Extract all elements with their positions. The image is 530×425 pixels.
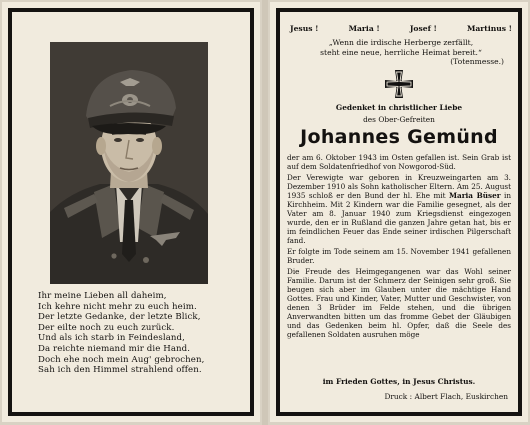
- left-page: [2, 2, 260, 422]
- quote-line: steht eine neue, herrliche Heimat bereit.“: [320, 47, 482, 57]
- portrait-image: [50, 42, 208, 284]
- invocation: Josef !: [409, 24, 437, 33]
- invocation: Martinus !: [466, 24, 512, 33]
- invocation: Maria !: [348, 24, 380, 33]
- remembrance-heading: Gedenket in christlicher Liebe: [335, 103, 463, 112]
- obituary-text: [287, 153, 511, 341]
- poem-line: Ich kehre nicht mehr zu euch heim.: [38, 301, 197, 312]
- funeral-mass-quote: [294, 38, 508, 67]
- obituary-paragraph: [287, 173, 511, 246]
- rank-line: des Ober-Gefreiten: [363, 115, 435, 124]
- obituary-paragraph: der am 6. Oktober 1943 im Osten gefallen ist. Sein Grab ist auf dem Soldatenfriedhof von Nowgorod-Süd.: [287, 153, 511, 172]
- obituary-paragraph: Er folgte im Tode seinem am 15. November 1941 gefallenen Bruder.: [287, 246, 511, 266]
- poem-line: Der eilte noch zu euch zurück.: [38, 322, 175, 333]
- quote-source: (Totenmesse.): [450, 57, 504, 67]
- poem-line: Der letzte Gedanke, der letzte Blick,: [38, 312, 201, 323]
- memorial-poem: [38, 291, 238, 376]
- poem-line: Ihr meine Lieben all daheim,: [38, 291, 167, 301]
- deceased-name: Johannes Gemünd: [300, 126, 498, 148]
- iron-cross-icon: [384, 69, 414, 99]
- invocations: [290, 24, 512, 33]
- paragraph-text: in Kirchheim. Mit 2 Kindern war die Familie gesegnet, als der Vater am 8. Januar 1940 zum Kriegsdienst eingezogen wurde, den er in Rußland die ganzen Jahre getan hat, bis er im feindlichen Feuer das Ende seiner irdischen Pilgerschaft fand.: [287, 190, 511, 246]
- invocation: Jesus !: [290, 24, 319, 33]
- paragraph-text: Der Verewigte war geboren in Kreuzweingarten am 3. Dezember 1910 als Sohn katholischer Eltern. Am 25. August 1935 schloß er den Bund der hl. Ehe mit: [287, 172, 511, 200]
- poem-line: Doch ehe noch mein Aug' gebrochen,: [38, 354, 205, 365]
- poem-line: Da reichte niemand mir die Hand.: [38, 343, 191, 354]
- card-fold: [262, 0, 268, 425]
- obituary-paragraph: Die Freude des Heimgegangenen war das Wohl seiner Familie. Darum ist der Schmerz der Seinigen sehr groß. Sie beugen sich aber im Glauben unter die mächtige Hand Gottes. Frau und Kinder, Vater, Mutter und Geschwister, von denen 3 Brüder im Felde stehen, und die übrigen Anverwandten bitten um das fromme Gebet der Gläubigen und das Gedenken beim hl. Opfer, daß die Seele des gefallenen Soldaten ausruhen möge: [287, 266, 511, 340]
- quote-line: „Wenn die irdische Herberge zerfällt,: [328, 38, 474, 47]
- closing-line: im Frieden Gottes, in Jesus Christus.: [322, 377, 476, 386]
- spouse-name: Maria Büser: [449, 190, 501, 200]
- soldier-portrait: [50, 42, 208, 284]
- printer-credit: Druck : Albert Flach, Euskirchen: [384, 392, 508, 401]
- poem-line: Und als ich starb in Feindesland,: [38, 333, 185, 344]
- right-page: [270, 2, 528, 422]
- poem-line: Sah ich den Himmel strahlend offen.: [38, 365, 202, 376]
